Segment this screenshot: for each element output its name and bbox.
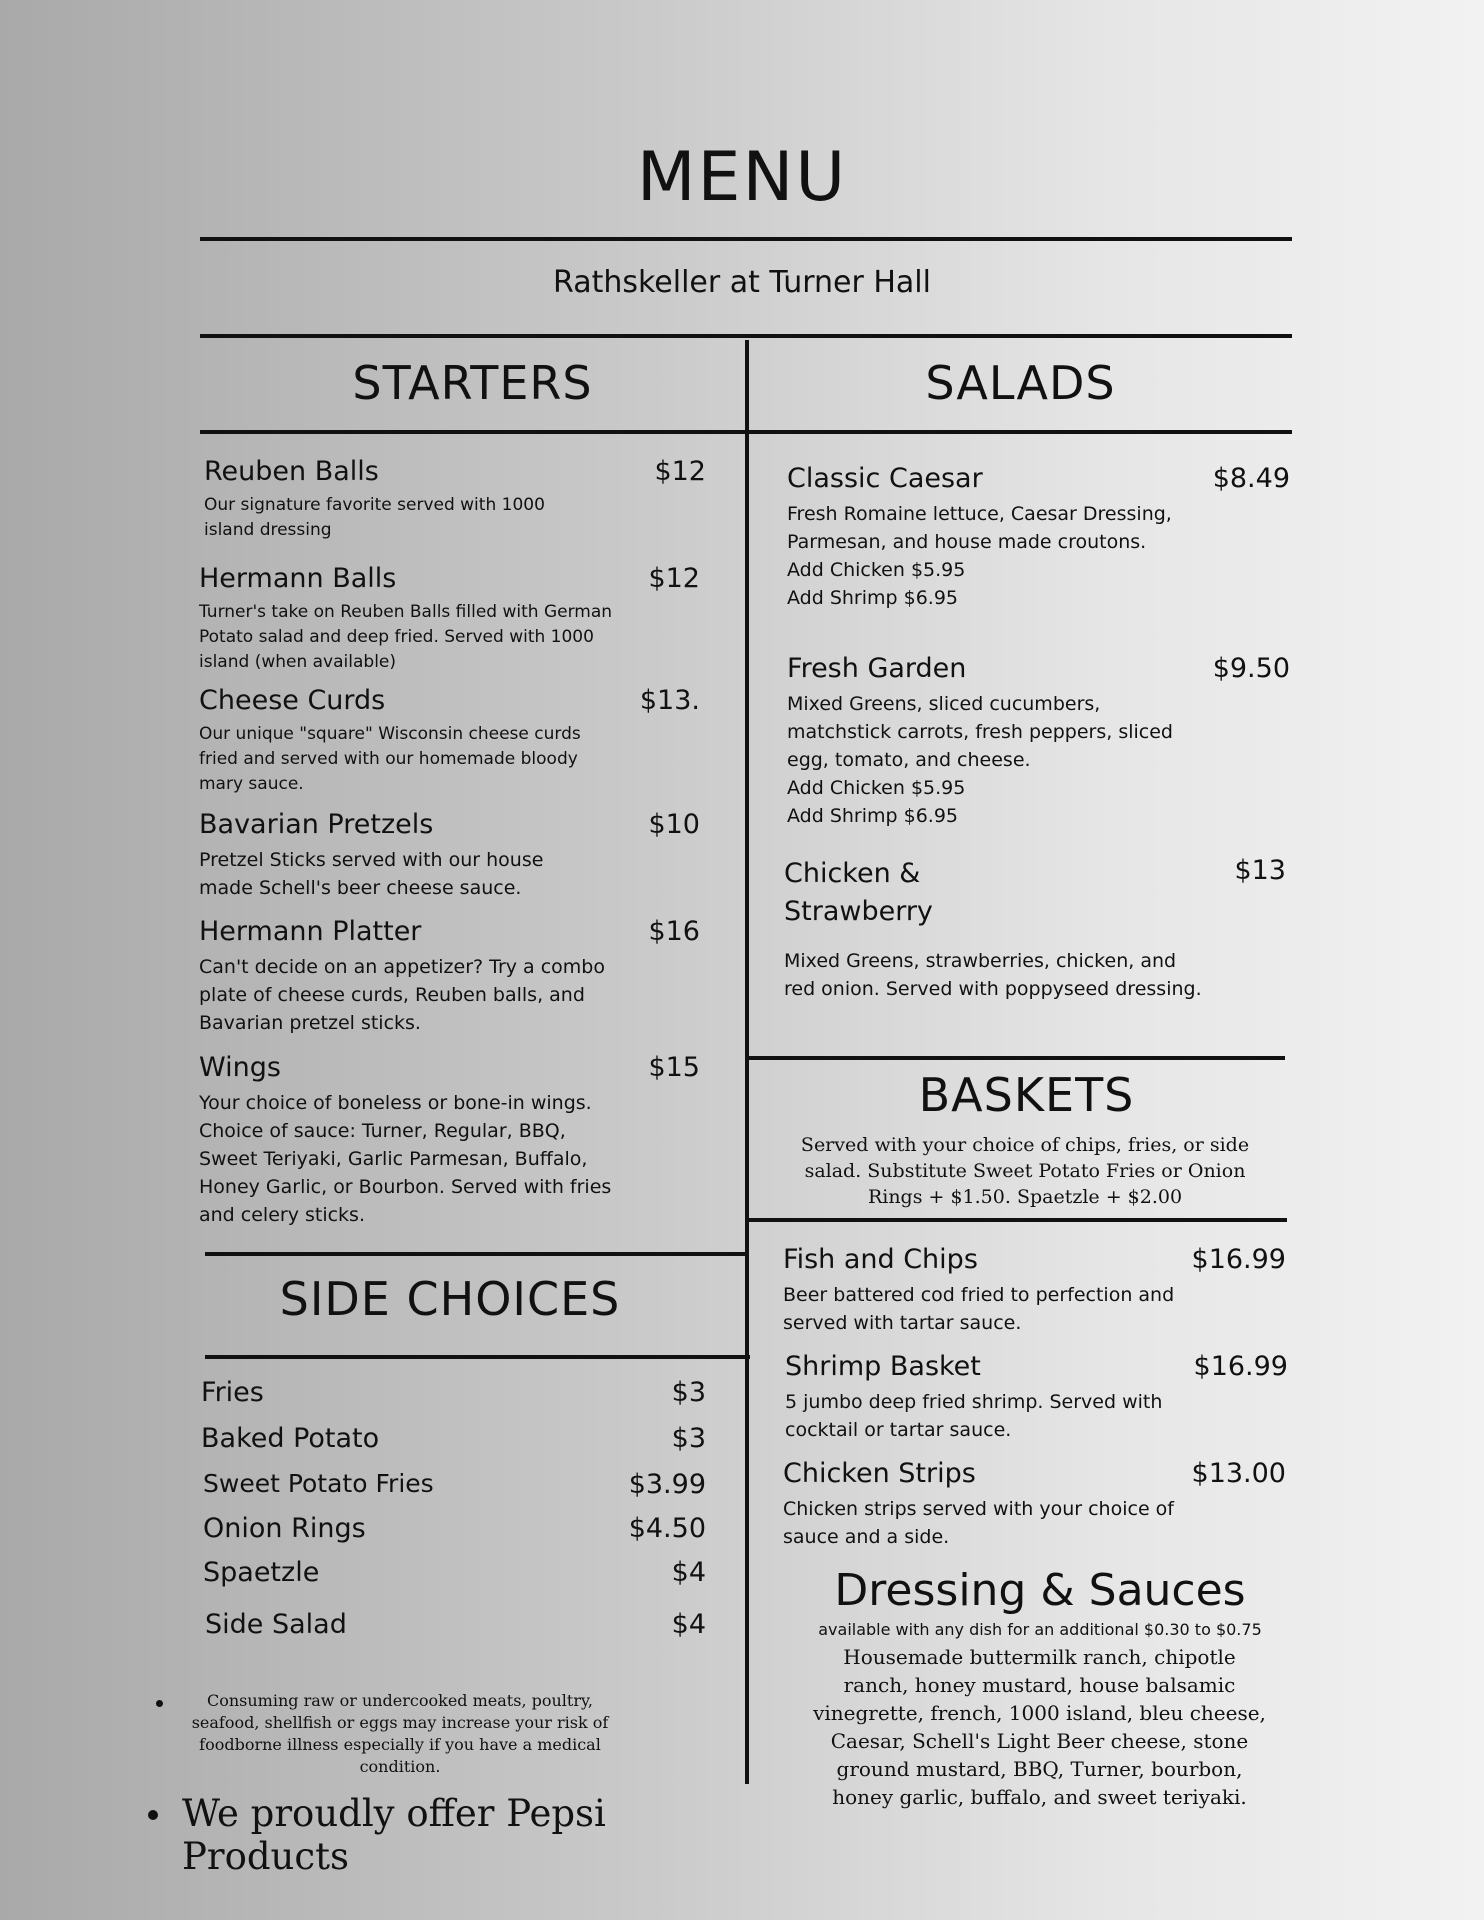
item-price: $10 xyxy=(648,809,700,840)
item-price: $9.50 xyxy=(1212,653,1290,684)
item-description: Your choice of boneless or bone-in wings. Choice of sauce: Turner, Regular, BBQ, Sweet Teriyaki, Garlic Parmesan, Buffalo, Honey Garlic, or Bourbon. Served with fries and celery sticks. xyxy=(199,1092,612,1226)
bullet-icon xyxy=(156,1700,163,1707)
side-item-price: $3.99 xyxy=(628,1469,706,1500)
item-price: $15 xyxy=(648,1052,700,1083)
dressings-list: Housemade buttermilk ranch, chipotle ranch, honey mustard, house balsamic vinegrette, french, 1000 island, bleu cheese, Caesar, Schell's Light Beer cheese, stone ground mustard, BBQ, Turner, bourbon, honey garlic, buffalo, and sweet teriyaki. xyxy=(813,1645,1266,1809)
side-item-price: $4 xyxy=(671,1557,706,1588)
baskets-note: Served with your choice of chips, fries, or side salad. Substitute Sweet Potato Fries or Onion Rings + $1.50. Spaetzle + $2.00 xyxy=(800,1134,1250,1208)
item-description: 5 jumbo deep fried shrimp. Served with cocktail or tartar sauce. xyxy=(785,1391,1163,1441)
menu-item xyxy=(787,463,1187,612)
item-description: Our signature favorite served with 1000 island dressing xyxy=(204,495,545,540)
baskets-heading: BASKETS xyxy=(918,1068,1135,1122)
dressings-heading: Dressing & Sauces xyxy=(834,1565,1246,1616)
item-name: Chicken Strips xyxy=(783,1458,976,1489)
item-description: Turner's take on Reuben Balls filled with German Potato salad and deep fried. Served with 1000 island (when available) xyxy=(199,602,613,672)
item-name: Wings xyxy=(199,1052,281,1083)
divider xyxy=(205,1252,745,1256)
divider xyxy=(745,1218,1287,1222)
dressings-note: available with any dish for an additional $0.30 to $0.75 xyxy=(818,1620,1262,1639)
add-on: Add Shrimp $6.95 xyxy=(787,587,959,609)
menu-item xyxy=(783,1244,1203,1337)
item-price: $13.00 xyxy=(1191,1458,1286,1489)
item-price: $16.99 xyxy=(1191,1244,1286,1275)
divider xyxy=(200,334,1292,338)
add-on: Add Chicken $5.95 xyxy=(787,559,966,581)
item-price: $16.99 xyxy=(1193,1351,1288,1382)
item-description: Mixed Greens, sliced cucumbers, matchstick carrots, fresh peppers, sliced egg, tomato, and cheese. xyxy=(787,693,1173,771)
food-safety-disclaimer: Consuming raw or undercooked meats, poultry, seafood, shellfish or eggs may increase your risk of foodborne illness especially if you have a medical condition. xyxy=(191,1691,609,1776)
side-item-name: Sweet Potato Fries xyxy=(203,1469,434,1498)
item-name: Bavarian Pretzels xyxy=(199,809,434,840)
item-name: Classic Caesar xyxy=(787,463,983,494)
menu-item xyxy=(787,653,1187,830)
column-divider xyxy=(745,340,749,1784)
item-description: Our unique "square" Wisconsin cheese curds fried and served with our homemade bloody mary sauce. xyxy=(199,724,581,794)
item-price: $16 xyxy=(648,916,700,947)
side-item-name: Baked Potato xyxy=(201,1423,380,1454)
item-description: Fresh Romaine lettuce, Caesar Dressing, Parmesan, and house made croutons. xyxy=(787,503,1172,553)
add-on: Add Chicken $5.95 xyxy=(787,777,966,799)
item-name: Hermann Balls xyxy=(199,563,397,594)
side-item-name: Side Salad xyxy=(205,1609,347,1640)
item-name: Hermann Platter xyxy=(199,916,422,947)
item-description: Pretzel Sticks served with our house made Schell's beer cheese sauce. xyxy=(199,849,544,899)
starters-heading: STARTERS xyxy=(352,356,593,410)
menu-item xyxy=(785,1351,1205,1444)
side-item-name: Spaetzle xyxy=(203,1557,320,1588)
item-description: Can't decide on an appetizer? Try a combo plate of cheese curds, Reuben balls, and Bavarian pretzel sticks. xyxy=(199,956,605,1034)
divider xyxy=(200,430,745,434)
item-price: $13 xyxy=(1234,855,1286,886)
divider xyxy=(205,1355,750,1359)
item-name: Chicken & Strawberry xyxy=(784,858,933,927)
bullet-icon xyxy=(148,1810,158,1820)
add-on: Add Shrimp $6.95 xyxy=(787,805,959,827)
restaurant-name: Rathskeller at Turner Hall xyxy=(553,265,931,300)
side-choices-heading: SIDE CHOICES xyxy=(279,1272,621,1326)
menu-item xyxy=(783,1458,1203,1551)
divider xyxy=(745,1056,1285,1060)
item-description: Chicken strips served with your choice of sauce and a side. xyxy=(783,1498,1174,1548)
side-item-name: Onion Rings xyxy=(203,1513,366,1544)
item-price: $8.49 xyxy=(1212,463,1290,494)
item-price: $12 xyxy=(648,563,700,594)
item-description: Beer battered cod fried to perfection and served with tartar sauce. xyxy=(783,1284,1175,1334)
side-item-price: $4.50 xyxy=(628,1513,706,1544)
menu-item xyxy=(784,855,1204,1003)
item-price: $12 xyxy=(654,456,706,487)
item-name: Shrimp Basket xyxy=(785,1351,981,1382)
side-item-price: $3 xyxy=(671,1377,706,1408)
divider xyxy=(749,430,1292,434)
salads-heading: SALADS xyxy=(925,356,1116,410)
divider xyxy=(200,237,1292,241)
item-price: $13. xyxy=(639,685,700,716)
item-description: Mixed Greens, strawberries, chicken, and red onion. Served with poppyseed dressing. xyxy=(784,950,1202,1000)
item-name: Fresh Garden xyxy=(787,653,967,684)
side-item-name: Fries xyxy=(201,1377,264,1408)
menu-title: MENU xyxy=(636,138,848,217)
item-name: Cheese Curds xyxy=(199,685,386,716)
item-name: Reuben Balls xyxy=(204,456,379,487)
side-item-price: $4 xyxy=(671,1609,706,1640)
pepsi-note: We proudly offer Pepsi Products xyxy=(182,1792,606,1878)
side-item-price: $3 xyxy=(671,1423,706,1454)
item-name: Fish and Chips xyxy=(783,1244,978,1275)
